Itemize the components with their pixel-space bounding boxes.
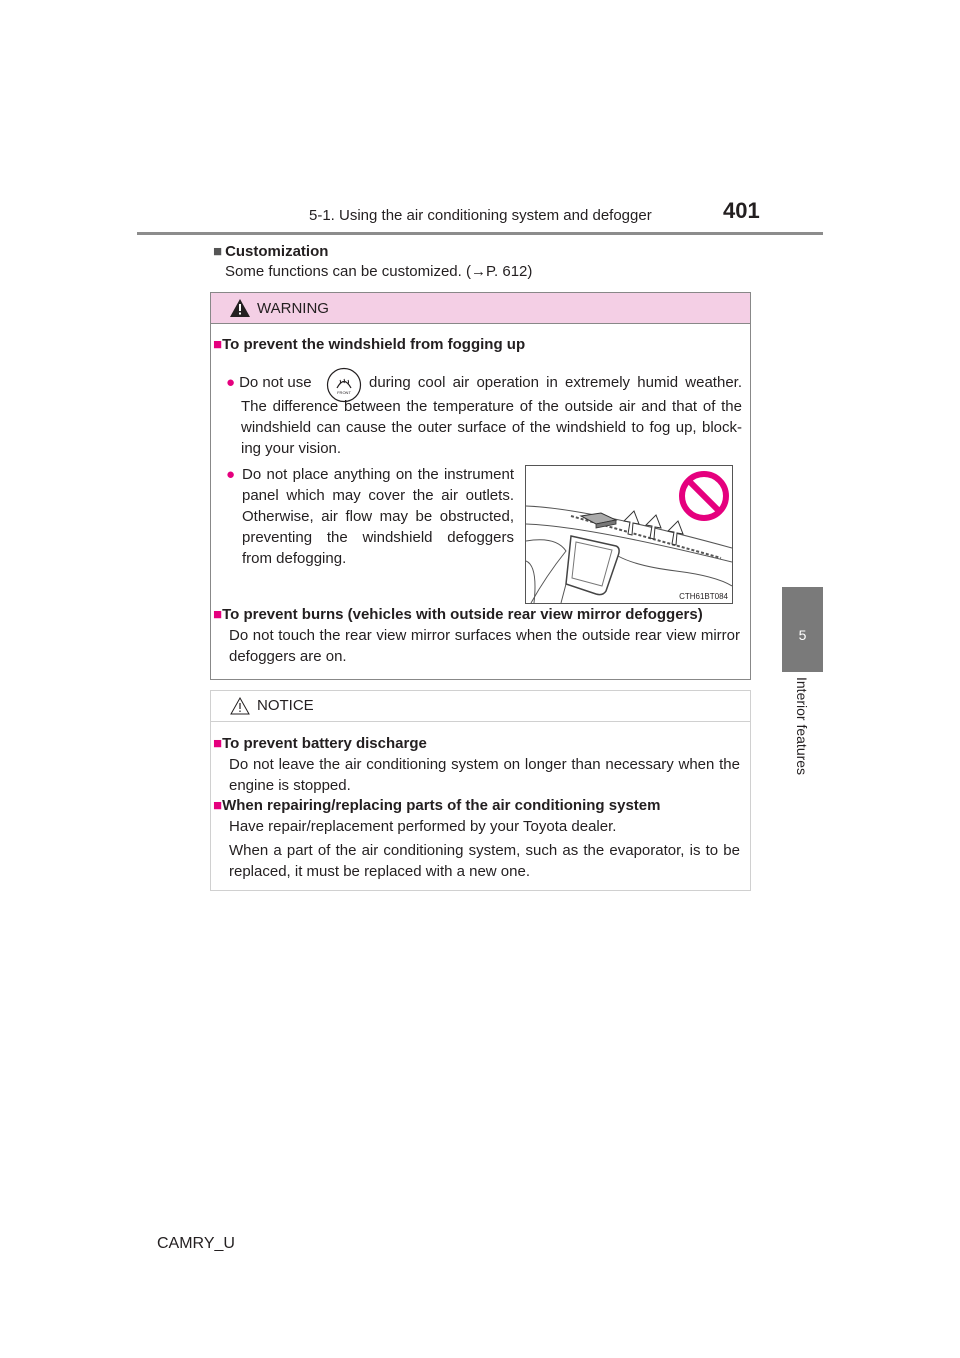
page-number: 401 xyxy=(723,198,760,223)
warning-label: WARNING xyxy=(257,300,329,317)
warning-bullet2-line4: preventing the windshield defoggers xyxy=(242,529,514,546)
warning-triangle-icon xyxy=(230,299,250,317)
square-bullet-icon: ■ xyxy=(213,797,223,814)
warning-bullet1-start: ● Do not use xyxy=(226,374,312,391)
bullet-dot-icon: ● xyxy=(226,466,236,483)
notice-label: NOTICE xyxy=(257,697,314,714)
warning-item2-heading: ■To prevent burns (vehicles with outside rear view mirror defoggers) xyxy=(213,606,703,623)
bullet-dot-icon: ● xyxy=(226,374,236,391)
customization-body: Some functions can be customized. (→P. 612) xyxy=(225,263,533,280)
warning-bullet2-line1: Do not place anything on the instrument xyxy=(242,466,514,483)
notice-item2-heading: ■When repairing/replacing parts of the air conditioning system xyxy=(213,797,661,814)
illustration-code: CTH61BT084 xyxy=(679,592,728,601)
header-divider xyxy=(137,232,823,235)
customization-heading: ■ Customization xyxy=(213,243,329,260)
warning-bullet1-line3: windshield can cause the outer surface of the windshield to fog up, block- xyxy=(241,419,742,436)
warning-header xyxy=(211,293,750,324)
section-title: 5-1. Using the air conditioning system and defogger xyxy=(309,207,652,224)
notice-triangle-icon xyxy=(230,697,250,715)
notice-item1-line1: Do not leave the air conditioning system on longer than necessary when the xyxy=(229,756,740,773)
square-bullet-icon: ■ xyxy=(213,243,223,260)
warning-bullet1-text-a: during cool air operation in extremely humid weather. xyxy=(369,374,742,391)
warning-bullet2-line2: panel which may cover the air outlets. xyxy=(242,487,514,504)
warning-item1-heading: ■To prevent the windshield from fogging up xyxy=(213,336,526,353)
notice-item2-line1: Have repair/replacement performed by your Toyota dealer. xyxy=(229,818,617,835)
dashboard-illustration xyxy=(525,465,733,604)
notice-header xyxy=(211,691,750,722)
square-bullet-icon: ■ xyxy=(213,606,223,623)
chapter-number: 5 xyxy=(798,627,807,643)
warning-bullet1-line2: The difference between the temperature of the outside air and that of the xyxy=(241,398,742,415)
dashboard-drawing xyxy=(526,466,732,603)
notice-item1-heading: ■To prevent battery discharge xyxy=(213,735,427,752)
warning-bullet2-line5: from defogging. xyxy=(242,550,347,567)
warning-item2-line1: Do not touch the rear view mirror surfaces when the outside rear view mirror xyxy=(229,627,740,644)
model-code: CAMRY_U xyxy=(157,1235,235,1252)
chapter-tab xyxy=(782,587,823,672)
square-bullet-icon: ■ xyxy=(213,336,223,353)
warning-bullet2-line3: Otherwise, air flow may be obstructed, xyxy=(242,508,514,525)
warning-bullet1-line4: ing your vision. xyxy=(241,440,342,457)
square-bullet-icon: ■ xyxy=(213,735,223,752)
prohibited-icon xyxy=(682,474,726,518)
notice-item2-line3: replaced, it must be replaced with a new one. xyxy=(229,863,531,880)
notice-item2-line2: When a part of the air conditioning system, such as the evaporator, is to be xyxy=(229,842,740,859)
svg-text:FRONT: FRONT xyxy=(337,390,351,395)
chapter-title: Interior features xyxy=(794,677,810,776)
warning-item2-line2: defoggers are on. xyxy=(229,648,347,665)
chapter-label-tab xyxy=(782,672,823,837)
notice-item1-line2: engine is stopped. xyxy=(229,777,351,794)
